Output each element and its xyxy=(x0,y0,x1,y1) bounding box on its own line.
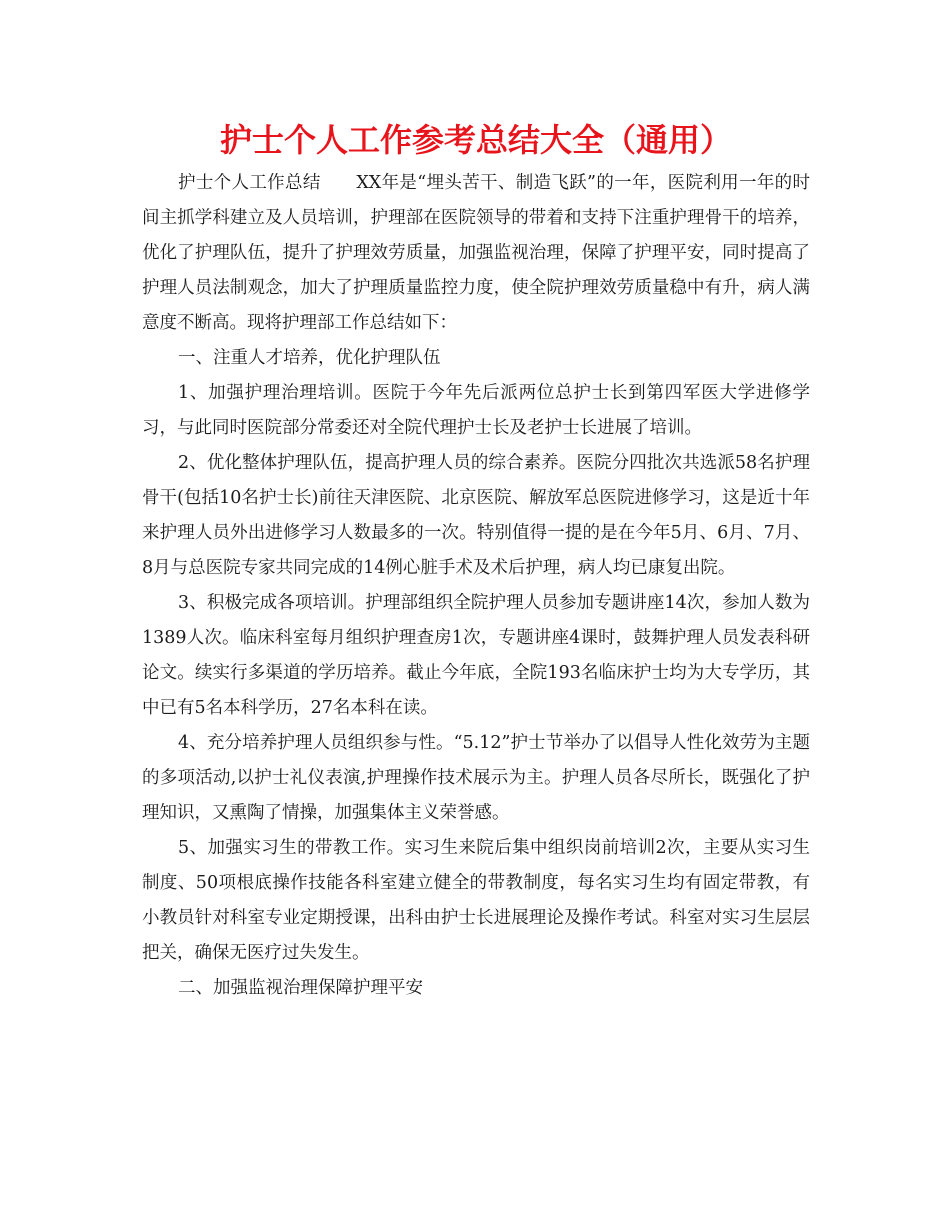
document-title: 护士个人工作参考总结大全（通用） xyxy=(219,121,732,159)
section-heading-1: 一、注重人才培养，优化护理队伍 xyxy=(178,348,441,368)
item-paragraph-1: 1、加强护理治理培训。医院于今年先后派两位总护士长到第四军医大学进修学习，与此同时医院部分常委还对全院代理护士长及老护士长进展了培训。 xyxy=(142,383,810,438)
section-heading-2: 二、加强监视治理保障护理平安 xyxy=(178,978,423,998)
item-paragraph-5: 5、加强实习生的带教工作。实习生来院后集中组织岗前培训2次，主要从实习生制度、50项根底操作技能各科室建立健全的带教制度，每名实习生均有固定带教，有小教员针对科室专业定期授课，出科由护士长进展理论及操作考试。科室对实习生层层把关，确保无医疗过失发生。 xyxy=(142,838,810,963)
item-paragraph-4: 4、充分培养护理人员组织参与性。“5.12”护士节举办了以倡导人性化效劳为主题的多项活动,以护士礼仪表演,护理操作技术展示为主。护理人员各尽所长，既强化了护理知识，又熏陶了情操，加强集体主义荣誉感。 xyxy=(142,733,810,823)
document-page xyxy=(142,118,810,1006)
item-paragraph-3: 3、积极完成各项培训。护理部组织全院护理人员参加专题讲座14次，参加人数为1389人次。临床科室每月组织护理查房1次，专题讲座4课时，鼓舞护理人员发表科研论文。续实行多渠道的学历培养。截止今年底，全院193名临床护士均为大专学历，其中已有5名本科学历，27名本科在读。 xyxy=(142,593,810,718)
intro-paragraph: 护士个人工作总结 XX年是“埋头苦干、制造飞跃”的一年，医院利用一年的时间主抓学科建立及人员培训，护理部在医院领导的带着和支持下注重护理骨干的培养，优化了护理队伍，提升了护理效劳质量，加强监视治理，保障了护理平安，同时提高了护理人员法制观念，加大了护理质量监控力度，使全院护理效劳质量稳中有升，病人满意度不断高。现将护理部工作总结如下： xyxy=(142,173,810,333)
item-paragraph-2: 2、优化整体护理队伍，提高护理人员的综合素养。医院分四批次共选派58名护理骨干(包括10名护士长)前往天津医院、北京医院、解放军总医院进修学习，这是近十年来护理人员外出进修学习人数最多的一次。特别值得一提的是在今年5月、6月、7月、8月与总医院专家共同完成的14例心脏手术及术后护理，病人均已康复出院。 xyxy=(142,453,810,578)
